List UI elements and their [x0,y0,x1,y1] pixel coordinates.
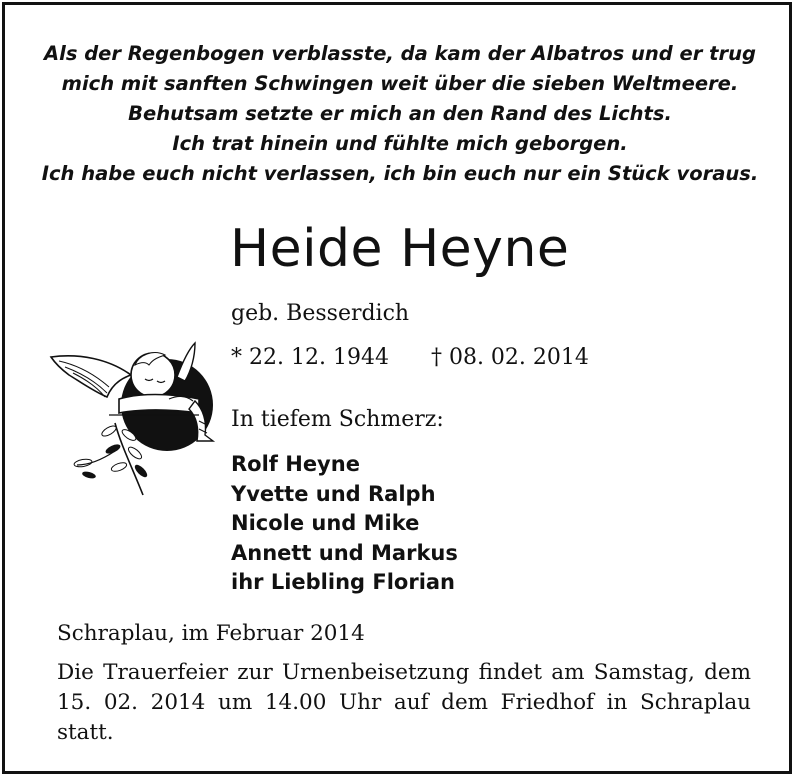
poem-line: Ich trat hinein und fühlte mich geborgen. [172,132,628,155]
angel-icon [49,335,221,505]
mourner-name: ihr Liebling Florian [231,570,456,594]
poem-line: Behutsam setzte er mich an den Rand des Lichts. [128,102,672,125]
mourners-intro: In tiefem Schmerz: [231,407,444,432]
poem-line: Ich habe euch nicht verlassen, ich bin euch nur ein Stück voraus. [41,162,759,185]
mourner-name: Annett und Markus [231,540,458,565]
mourner-name: Yvette und Ralph [231,481,436,506]
poem [35,39,765,189]
mourner-name: Nicole und Mike [231,511,420,535]
mourner-name: Rolf Heyne [231,452,360,476]
place-date: Schraplau, im Februar 2014 [57,621,365,646]
obituary-notice [2,2,792,774]
poem-line: Als der Regenbogen verblasste, da kam der Albatros und er trug [44,42,756,65]
mourners-list [231,450,458,598]
life-dates [231,345,589,370]
birth-date: * 22. 12. 1944 [231,345,389,370]
death-date: † 08. 02. 2014 [430,345,589,370]
birth-name: geb. Besserdich [231,301,410,326]
deceased-name: Heide Heyne [230,219,570,279]
ceremony-text: Die Trauerfeier zur Urnenbeisetzung findet am Samstag, dem 15. 02. 2014 um 14.00 Uhr auf dem Friedhof in Schraplau statt. [57,660,751,745]
poem-line: mich mit sanften Schwingen weit über die sieben Weltmeere. [61,72,739,95]
